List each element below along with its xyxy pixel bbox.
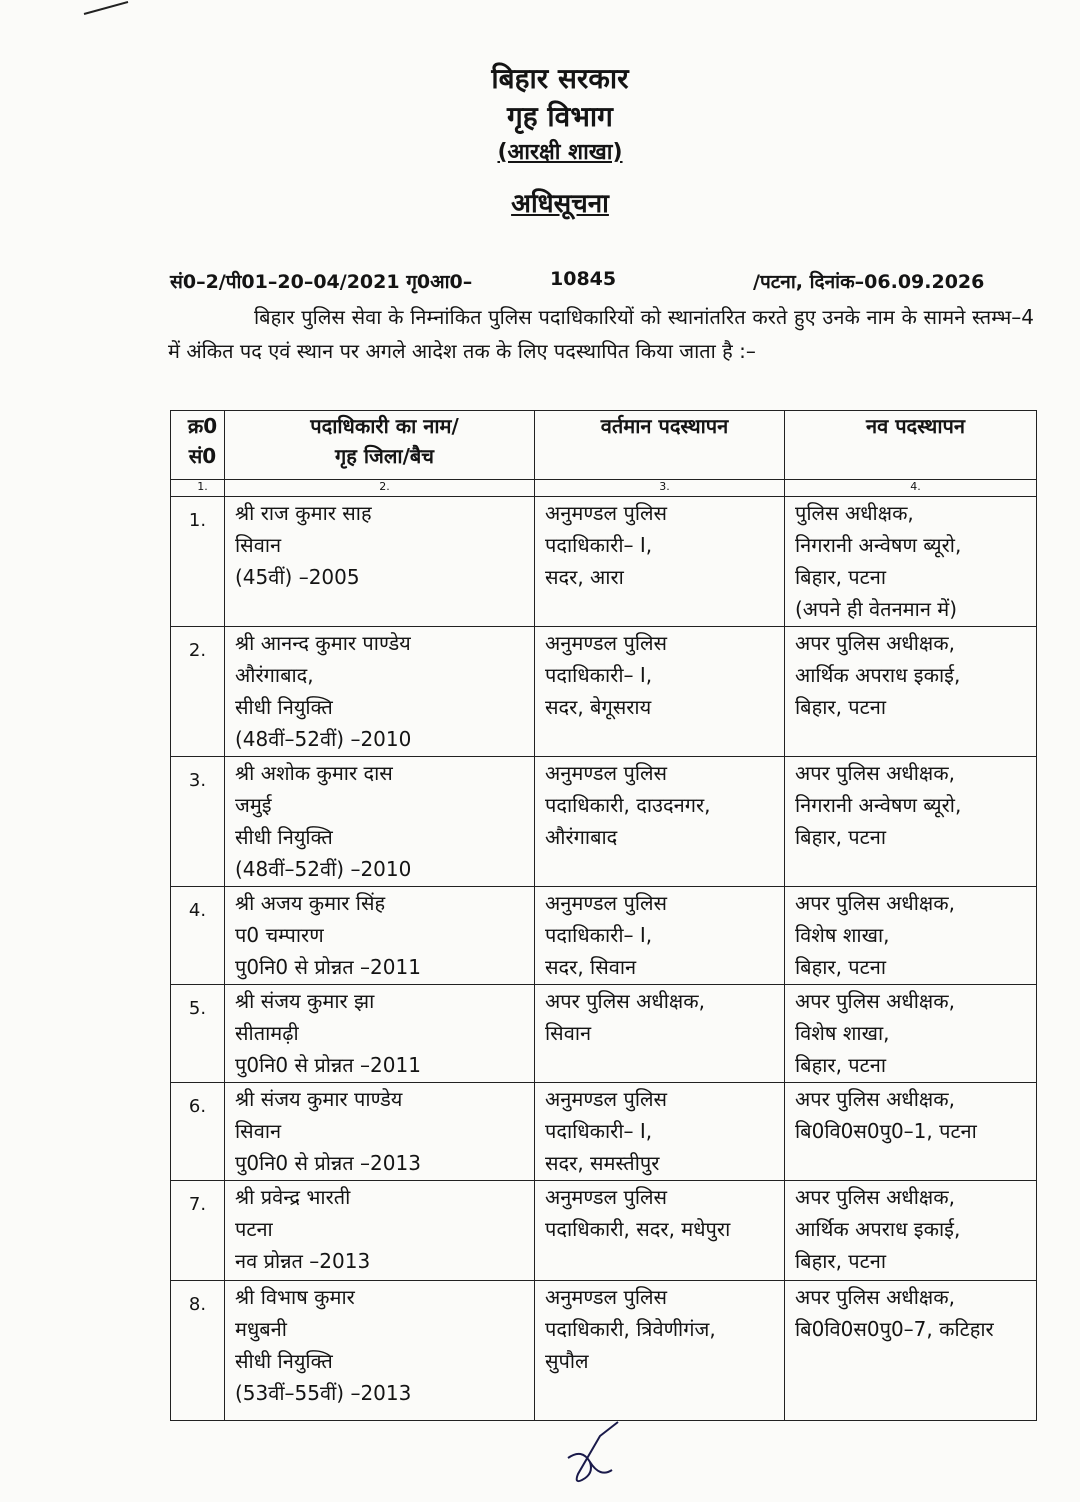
officer-name-cell-line: श्री आनन्द कुमार पाण्डेय <box>235 631 411 655</box>
column-number-row <box>171 480 1037 497</box>
officer-name-cell-line: श्री राज कुमार साह <box>235 501 372 525</box>
new-posting-cell-line: अपर पुलिस अधीक्षक, <box>795 631 955 655</box>
new-posting-cell-line: विशेष शाखा, <box>795 923 890 947</box>
new-posting-cell <box>785 1281 1037 1421</box>
current-posting-cell-line: अनुमण्डल पुलिस <box>545 631 668 655</box>
new-posting-cell-line: आर्थिक अपराध इकाई, <box>795 663 961 687</box>
signature-mark <box>560 1418 630 1490</box>
column-number: 3. <box>535 480 785 497</box>
new-posting-cell-line: अपर पुलिस अधीक्षक, <box>795 1285 955 1309</box>
officer-name-cell-line: श्री विभाष कुमार <box>235 1285 355 1309</box>
header-serial-line2: सं0 <box>188 444 217 468</box>
officer-name-cell-line: (53वीं–55वीं) –2013 <box>235 1381 412 1405</box>
new-posting-cell-line: निगरानी अन्वेषण ब्यूरो, <box>795 533 962 557</box>
header-new-posting: नव पदस्थापन <box>785 411 1037 480</box>
officer-name-cell <box>225 887 535 985</box>
table-row <box>171 985 1037 1083</box>
new-posting-cell-line: अपर पुलिस अधीक्षक, <box>795 1087 955 1111</box>
officer-name-cell-line: सिवान <box>235 533 282 557</box>
new-posting-cell-line: बिहार, पटना <box>795 1053 887 1077</box>
officer-name-cell-line: (48वीं–52वीं) –2010 <box>235 727 412 751</box>
officer-name-cell-line: मधुबनी <box>235 1317 287 1341</box>
current-posting-cell-line: सदर, बेगूसराय <box>545 695 652 719</box>
new-posting-cell-line: बिहार, पटना <box>795 695 887 719</box>
current-posting-cell <box>535 757 785 887</box>
current-posting-cell-line: सुपौल <box>545 1349 589 1373</box>
officer-name-cell-line: सीधी नियुक्ति <box>235 695 333 719</box>
officer-name-cell-line: श्री प्रवेन्द्र भारती <box>235 1185 351 1209</box>
intro-paragraph: बिहार पुलिस सेवा के निम्नांकित पुलिस पदाधिकारियों को स्थानांतरित करते हुए उनके नाम के सामने स्तम्भ–4 में अंकित पद एवं स्थान पर अगले आदेश तक के लिए पदस्थापित किया जाता है :– <box>168 305 1034 363</box>
officer-name-cell <box>225 627 535 757</box>
new-posting-cell-line: अपर पुलिस अधीक्षक, <box>795 989 955 1013</box>
serial-number: 2. <box>171 627 225 757</box>
officer-name-cell-line: नव प्रोन्नत –2013 <box>235 1249 371 1273</box>
reference-line <box>170 268 1030 298</box>
header-name-line1: पदाधिकारी का नाम/ <box>310 414 459 438</box>
header-name-line2: गृह जिला/बैच <box>334 444 435 468</box>
branch-name: (आरक्षी शाखा) <box>497 140 623 165</box>
current-posting-cell-line: अपर पुलिस अधीक्षक, <box>545 989 705 1013</box>
officer-name-cell-line: श्री अजय कुमार सिंह <box>235 891 386 915</box>
header-serial-line1: क्र0 <box>187 414 218 438</box>
current-posting-cell-line: सदर, आरा <box>545 565 624 589</box>
officer-name-cell-line: पटना <box>235 1217 273 1241</box>
officer-name-cell-line: सीतामढ़ी <box>235 1021 299 1045</box>
current-posting-cell <box>535 1181 785 1281</box>
new-posting-cell <box>785 1181 1037 1281</box>
new-posting-cell-line: विशेष शाखा, <box>795 1021 890 1045</box>
current-posting-cell-line: पदाधिकारी– I, <box>545 663 653 687</box>
current-posting-cell-line: अनुमण्डल पुलिस <box>545 1285 668 1309</box>
scan-mark-stroke <box>82 0 130 16</box>
serial-number: 1. <box>171 497 225 627</box>
header-current-posting: वर्तमान पदस्थापन <box>535 411 785 480</box>
current-posting-cell-line: पदाधिकारी– I, <box>545 923 653 947</box>
current-posting-cell-line: पदाधिकारी– I, <box>545 1119 653 1143</box>
officer-name-cell <box>225 1083 535 1181</box>
officer-name-cell-line: सीधी नियुक्ति <box>235 1349 333 1373</box>
officer-name-cell-line: सीधी नियुक्ति <box>235 825 333 849</box>
new-posting-cell-line: अपर पुलिस अधीक्षक, <box>795 761 955 785</box>
current-posting-cell-line: सदर, सिवान <box>545 955 637 979</box>
place-date: /पटना, दिनांक–06.09.2026 <box>753 271 985 293</box>
new-posting-cell-line: बिहार, पटना <box>795 825 887 849</box>
serial-number: 7. <box>171 1181 225 1281</box>
serial-number: 5. <box>171 985 225 1083</box>
officer-name-cell <box>225 985 535 1083</box>
current-posting-cell-line: अनुमण्डल पुलिस <box>545 761 668 785</box>
officer-name-cell <box>225 757 535 887</box>
table-body <box>171 497 1037 1421</box>
reference-number: सं0–2/पी01–20–04/2021 गृ0आ0– <box>170 271 473 293</box>
new-posting-cell <box>785 1083 1037 1181</box>
current-posting-cell <box>535 497 785 627</box>
column-number: 2. <box>225 480 535 497</box>
table-header-row <box>171 411 1037 480</box>
current-posting-cell-line: अनुमण्डल पुलिस <box>545 501 668 525</box>
new-posting-cell <box>785 627 1037 757</box>
table-row <box>171 627 1037 757</box>
officer-name-cell-line: श्री अशोक कुमार दास <box>235 761 393 785</box>
new-posting-cell <box>785 497 1037 627</box>
officer-name-cell-line: (45वीं) –2005 <box>235 565 360 589</box>
table-row <box>171 757 1037 887</box>
current-posting-cell-line: पदाधिकारी, सदर, मधेपुरा <box>545 1217 731 1241</box>
officer-name-cell-line: श्री संजय कुमार झा <box>235 989 375 1013</box>
officer-name-cell-line: पु0नि0 से प्रोन्नत –2013 <box>235 1151 421 1175</box>
current-posting-cell-line: औरंगाबाद <box>545 825 618 849</box>
table-row <box>171 497 1037 627</box>
document-type: अधिसूचना <box>511 189 609 219</box>
posting-table <box>170 410 1037 1421</box>
reference-serial: 10845 <box>550 268 617 290</box>
new-posting-cell-line: बिहार, पटना <box>795 955 887 979</box>
officer-name-cell-line: पु0नि0 से प्रोन्नत –2011 <box>235 955 421 979</box>
table-row <box>171 1181 1037 1281</box>
new-posting-cell-line: (अपने ही वेतनमान में) <box>795 597 958 621</box>
new-posting-cell <box>785 757 1037 887</box>
new-posting-cell <box>785 985 1037 1083</box>
new-posting-cell-line: बि0वि0स0पु0–7, कटिहार <box>795 1317 994 1341</box>
new-posting-cell-line: बि0वि0स0पु0–1, पटना <box>795 1119 977 1143</box>
current-posting-cell-line: अनुमण्डल पुलिस <box>545 891 668 915</box>
serial-number: 6. <box>171 1083 225 1181</box>
current-posting-cell-line: अनुमण्डल पुलिस <box>545 1087 668 1111</box>
header-serial <box>171 411 225 480</box>
table-row <box>171 1083 1037 1181</box>
current-posting-cell-line: अनुमण्डल पुलिस <box>545 1185 668 1209</box>
officer-name-cell-line: सिवान <box>235 1119 282 1143</box>
column-number: 1. <box>171 480 225 497</box>
current-posting-cell <box>535 1281 785 1421</box>
department-name: गृह विभाग <box>507 100 613 133</box>
officer-name-cell-line: पु0नि0 से प्रोन्नत –2011 <box>235 1053 421 1077</box>
current-posting-cell <box>535 985 785 1083</box>
new-posting-cell-line: बिहार, पटना <box>795 1249 887 1273</box>
officer-name-cell-line: श्री संजय कुमार पाण्डेय <box>235 1087 403 1111</box>
officer-name-cell <box>225 497 535 627</box>
new-posting-cell <box>785 887 1037 985</box>
officer-name-cell <box>225 1181 535 1281</box>
government-name: बिहार सरकार <box>491 62 629 95</box>
current-posting-cell-line: पदाधिकारी, त्रिवेणीगंज, <box>545 1317 716 1341</box>
header-name <box>225 411 535 480</box>
table-row <box>171 1281 1037 1421</box>
officer-name-cell-line: औरंगाबाद, <box>235 663 314 687</box>
officer-name-cell-line: (48वीं–52वीं) –2010 <box>235 857 412 881</box>
column-number: 4. <box>785 480 1037 497</box>
new-posting-cell-line: अपर पुलिस अधीक्षक, <box>795 891 955 915</box>
new-posting-cell-line: अपर पुलिस अधीक्षक, <box>795 1185 955 1209</box>
officer-name-cell-line: प0 चम्पारण <box>235 923 324 947</box>
document-header <box>0 60 1080 220</box>
officer-name-cell <box>225 1281 535 1421</box>
officer-name-cell-line: जमुई <box>235 793 272 817</box>
table-row <box>171 887 1037 985</box>
new-posting-cell-line: आर्थिक अपराध इकाई, <box>795 1217 961 1241</box>
current-posting-cell-line: पदाधिकारी, दाउदनगर, <box>545 793 711 817</box>
new-posting-cell-line: पुलिस अधीक्षक, <box>795 501 914 525</box>
current-posting-cell-line: सिवान <box>545 1021 592 1045</box>
current-posting-cell <box>535 627 785 757</box>
current-posting-cell <box>535 887 785 985</box>
serial-number: 8. <box>171 1281 225 1421</box>
current-posting-cell <box>535 1083 785 1181</box>
new-posting-cell-line: निगरानी अन्वेषण ब्यूरो, <box>795 793 962 817</box>
serial-number: 3. <box>171 757 225 887</box>
current-posting-cell-line: सदर, समस्तीपुर <box>545 1151 660 1175</box>
current-posting-cell-line: पदाधिकारी– I, <box>545 533 653 557</box>
serial-number: 4. <box>171 887 225 985</box>
new-posting-cell-line: बिहार, पटना <box>795 565 887 589</box>
